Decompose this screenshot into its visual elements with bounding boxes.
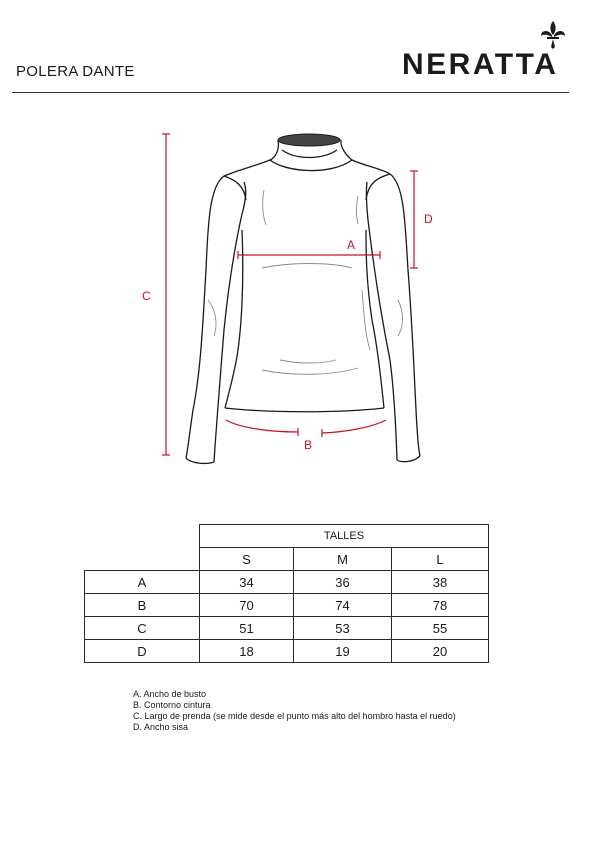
size-table [84,524,489,663]
row-label: D [85,640,200,663]
dimension-c [162,134,170,455]
dimension-b [226,420,386,437]
size-header-l: L [392,548,489,571]
product-title: POLERA DANTE [16,63,135,80]
row-label: A [85,571,200,594]
table-cell: 18 [200,640,294,663]
row-label: C [85,617,200,640]
size-header-s: S [200,548,294,571]
table-row [85,571,489,594]
row-label: B [85,594,200,617]
size-header-m: M [294,548,392,571]
note-item: D. Ancho sisa [133,722,189,732]
table-cell: 55 [392,617,489,640]
size-header-row [85,548,489,571]
table-cell: 34 [200,571,294,594]
measurement-notes [133,689,456,733]
brand-name: NERATTA [402,48,559,81]
shirt-folds [208,190,403,374]
table-cell: 38 [392,571,489,594]
table-cell: 70 [200,594,294,617]
shirt-outline [186,140,420,463]
dimension-b-label: B [304,438,313,452]
table-cell: 20 [392,640,489,663]
dimension-c-label: C [142,289,151,303]
note-item: A. Ancho de busto [133,689,207,699]
table-cell: 19 [294,640,392,663]
note-item: B. Contorno cintura [133,700,211,710]
collar-opening [278,134,340,146]
dimension-a [238,251,380,259]
table-cell: 51 [200,617,294,640]
talles-header: TALLES [200,525,489,548]
table-cell: 78 [392,594,489,617]
dimension-d-label: D [424,212,433,226]
table-row [85,617,489,640]
table-cell: 53 [294,617,392,640]
talles-header-row [85,525,489,548]
table-row [85,594,489,617]
table-cell: 74 [294,594,392,617]
table-cell: 36 [294,571,392,594]
note-item: C. Largo de prenda (se mide desde el punto más alto del hombro hasta el ruedo) [133,711,456,721]
dimension-a-label: A [347,238,356,252]
dimension-d [410,171,418,268]
table-row [85,640,489,663]
